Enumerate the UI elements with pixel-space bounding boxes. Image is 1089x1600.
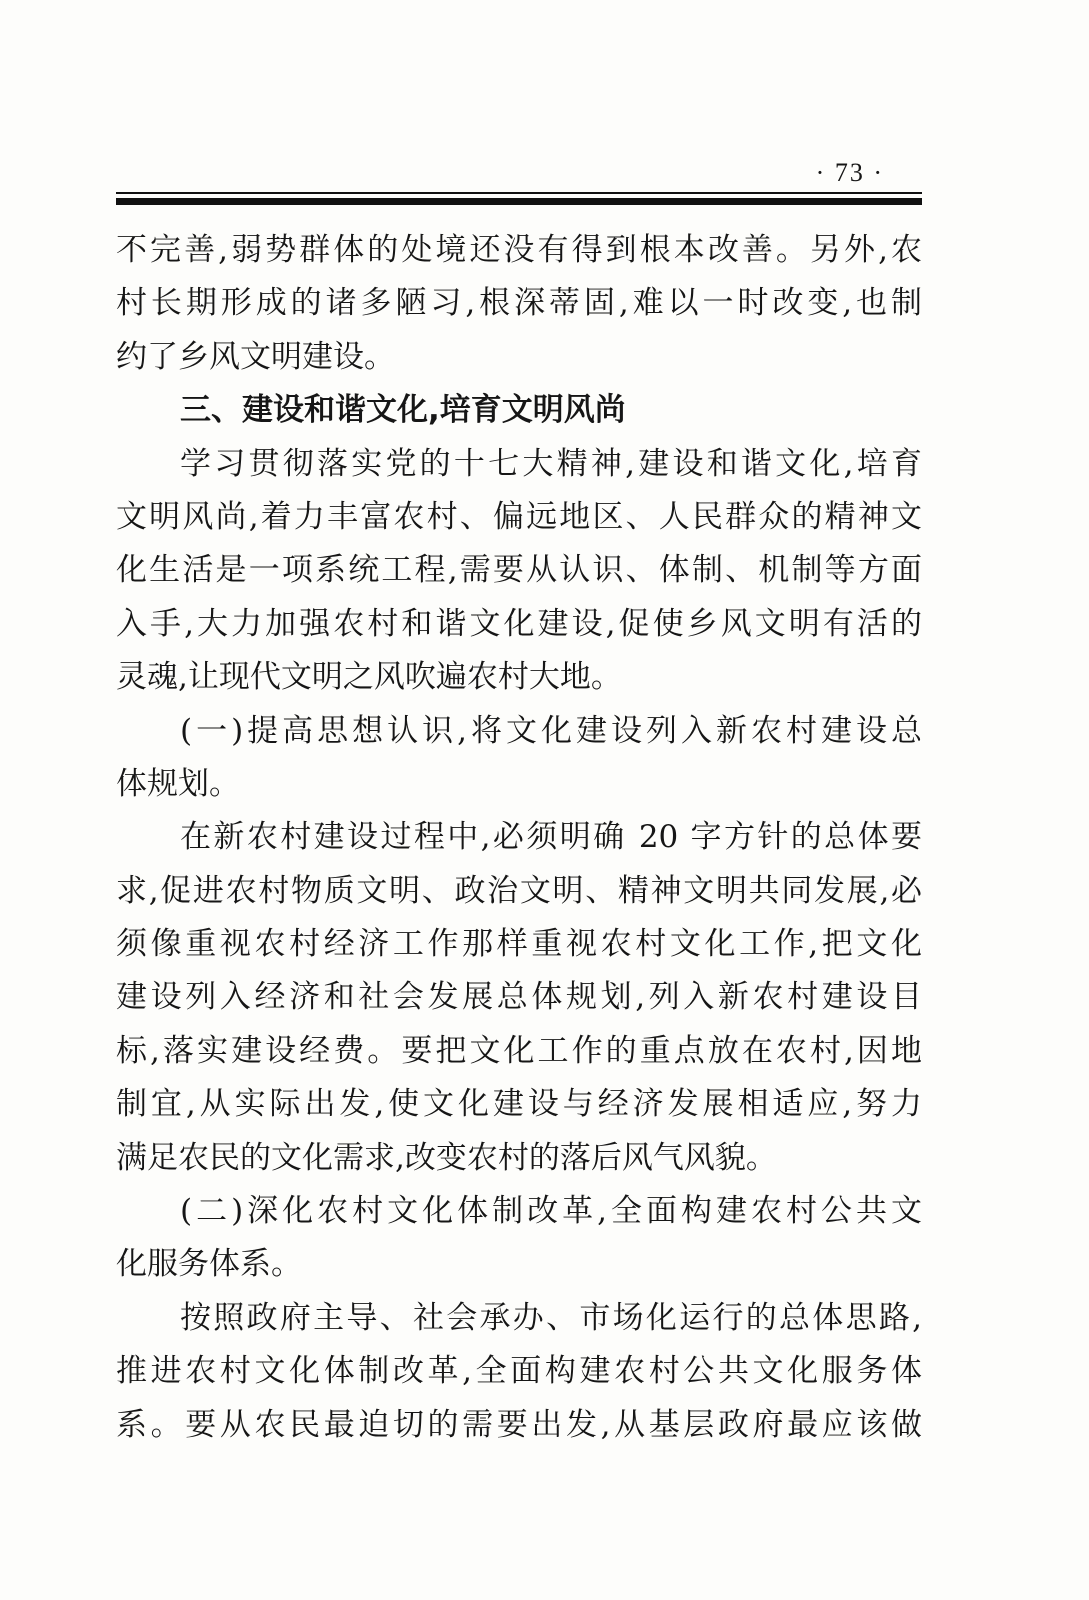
text-line: 求,促进农村物质文明、政治文明、精神文明共同发展,必 [116,872,922,909]
text-line: 化生活是一项系统工程,需要从认识、体制、机制等方面 [116,552,922,589]
text-line: 标,落实建设经费。要把文化工作的重点放在农村,因地 [116,1032,922,1069]
text-line: 推进农村文化体制改革,全面构建农村公共文化服务体 [116,1353,922,1390]
page-number: · 73 · [815,158,884,187]
subsection-heading: (一)提高思想认识,将文化建设列入新农村建设总 [180,712,922,749]
subsection-heading-cont: 体规划。 [116,765,240,802]
text-line: 学习贯彻落实党的十七大精神,建设和谐文化,培育 [180,445,922,482]
text-line: 约了乡风文明建设。 [116,338,395,375]
text-line: 村长期形成的诸多陋习,根深蒂固,难以一时改变,也制 [116,285,922,322]
body-text [116,224,922,1452]
header-rule-thick [116,198,922,205]
text-line: 系。要从农民最迫切的需要出发,从基层政府最应该做 [116,1406,922,1443]
text-line: 灵魂,让现代文明之风吹遍农村大地。 [116,659,622,696]
subsection-heading-cont: 化服务体系。 [116,1246,302,1283]
text-line: 满足农民的文化需求,改变农村的落后风气风貌。 [116,1139,777,1176]
text-line: 不完善,弱势群体的处境还没有得到根本改善。另外,农 [116,232,922,268]
text-line: 在新农村建设过程中,必须明确 20 字方针的总体要 [180,819,922,856]
text-line: 建设列入经济和社会发展总体规划,列入新农村建设目 [116,979,922,1016]
subsection-heading: (二)深化农村文化体制改革,全面构建农村公共文 [180,1193,922,1230]
text-line: 文明风尚,着力丰富农村、偏远地区、人民群众的精神文 [116,498,922,535]
text-line: 制宜,从实际出发,使文化建设与经济发展相适应,努力 [116,1086,922,1123]
section-heading: 三、建设和谐文化,培育文明风尚 [180,392,626,429]
header-rule-thin [116,192,922,194]
text-line: 按照政府主导、社会承办、市场化运行的总体思路, [180,1299,922,1336]
page-header [116,150,922,210]
text-line: 须像重视农村经济工作那样重视农村文化工作,把文化 [116,926,922,963]
text-line: 入手,大力加强农村和谐文化建设,促使乡风文明有活的 [116,605,922,642]
